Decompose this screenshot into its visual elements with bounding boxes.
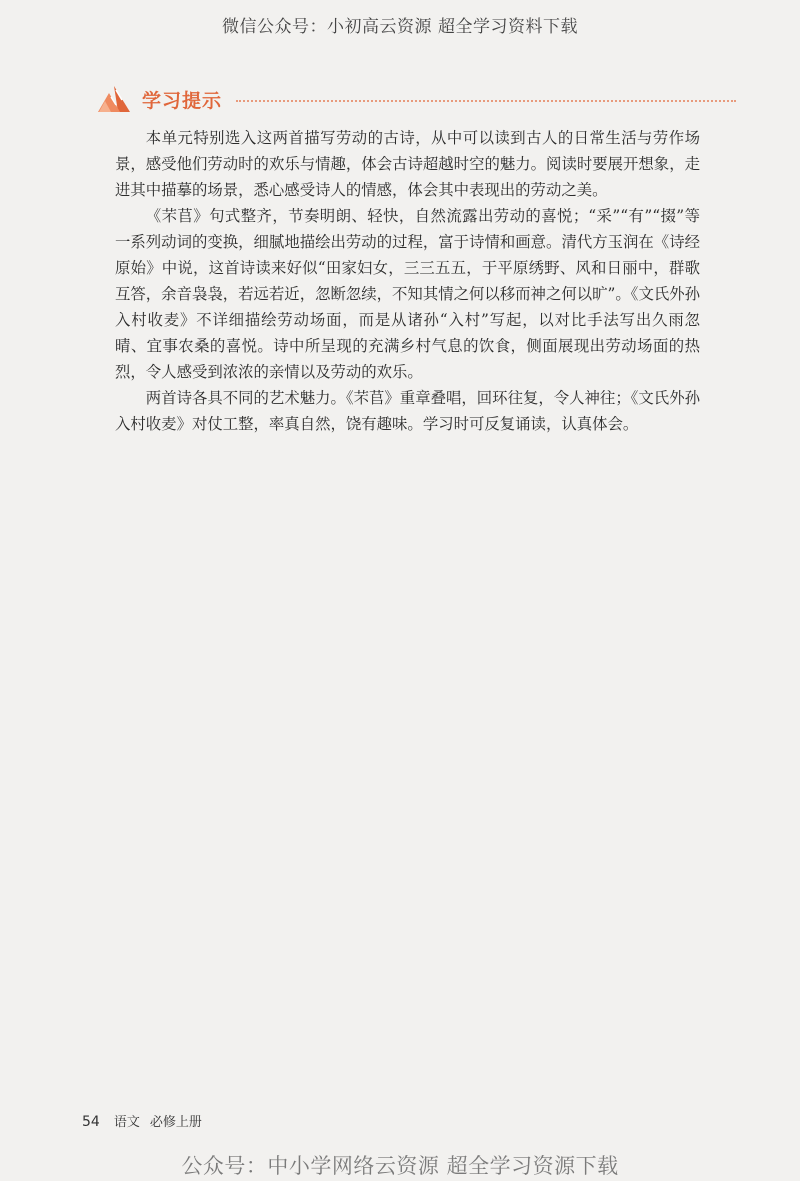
paragraph-summary: 两首诗各具不同的艺术魅力。《芣苢》重章叠唱，回环往复，令人神往；《文氏外孙入村收麦》对仗工整，率真自然，饶有趣味。学习时可反复诵读，认真体会。 [115, 389, 700, 433]
section-title: 学习提示 [142, 89, 223, 112]
page-number: 54 [82, 1114, 100, 1130]
bottom-watermark: 公众号：中小学网络云资源 超全学习资源下载 [181, 1154, 619, 1178]
top-watermark: 微信公众号：小初高云资源 超全学习资料下载 [222, 17, 578, 37]
learning-tip-icon [96, 84, 132, 114]
paragraph-analysis: 《芣苢》句式整齐，节奏明朗、轻快，自然流露出劳动的喜悦；“采”“有”“掇”等一系列动词的变换，细腻地描绘出劳动的过程，富于诗情和画意。清代方玉润在《诗经原始》中说，这首诗读来好似“田家妇女，三三五五，于平原绣野、风和日丽中，群歌互答，余音袅袅，若远若近，忽断忽续，不知其情之何以移而神之何以旷”。《文氏外孙入村收麦》不详细描绘劳动场面，而是从诸孙“入村”写起，以对比手法写出久雨忽晴、宜事农桑的喜悦。诗中所呈现的充满乡村气息的饮食，侧面展现出劳动场面的热烈，令人感受到浓浓的亲情以及劳动的欢乐。 [115, 207, 701, 381]
header-dotted-divider [236, 100, 736, 102]
subject-name: 语文 [113, 1115, 140, 1130]
page-footer [82, 1111, 202, 1130]
tip-content [115, 125, 700, 437]
section-header [96, 82, 736, 116]
volume-name: 必修上册 [149, 1115, 202, 1130]
paragraph-intro: 本单元特别选入这两首描写劳动的古诗，从中可以读到古人的日常生活与劳作场景，感受他们劳动时的欢乐与情趣，体会古诗超越时空的魅力。阅读时要展开想象，走进其中描摹的场景，悉心感受诗人的情感，体会其中表现出的劳动之美。 [115, 129, 700, 199]
